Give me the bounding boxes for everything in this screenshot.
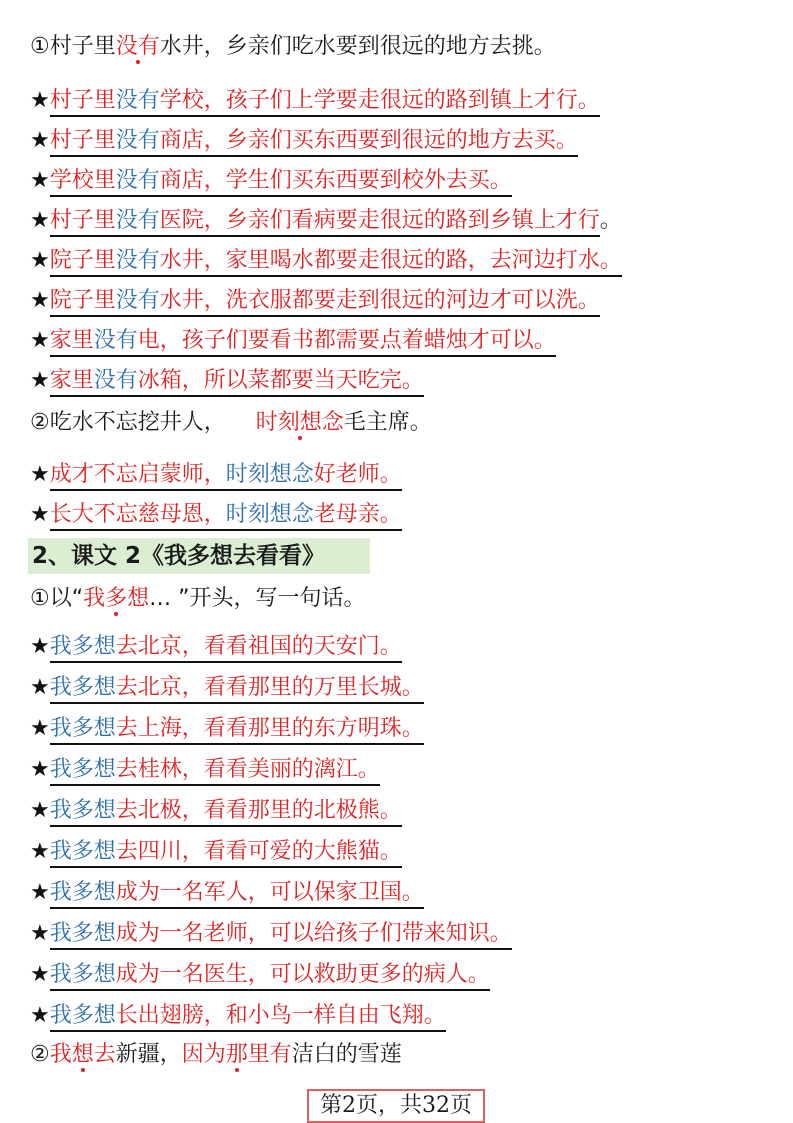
question-text: 吃水不忘挖井人， [49, 410, 226, 435]
question-prefix: ② [30, 1042, 50, 1067]
example-sentence: ★家里没有电，孩子们要看书都需要点着蜡烛才可以。 [30, 326, 556, 356]
example-sentence: ★家里没有冰箱，所以菜都要当天吃完。 [30, 366, 424, 396]
star-icon: ★ [30, 502, 50, 527]
example-sentence: ★我多想成为一名医生，可以救助更多的病人。 [30, 960, 490, 990]
question-prefix: ② [30, 410, 50, 435]
example-sentence: ★我多想去北京，看看那里的万里长城。 [30, 673, 424, 703]
question-text: 洁白的雪莲 [291, 1042, 402, 1067]
keyword: 我多想 [83, 586, 150, 611]
star-icon: ★ [30, 839, 50, 864]
example-sentence: ★长大不忘慈母恩，时刻想念老母亲。 [30, 500, 402, 530]
question-prefix: ①以“ [30, 586, 84, 611]
star-icon: ★ [30, 88, 50, 113]
page-number: 第2页，共32页 [307, 1089, 485, 1123]
keyword: 我想去 [49, 1042, 116, 1067]
section-heading: 2、课文 2《我多想去看看》 [28, 538, 370, 574]
star-icon: ★ [30, 208, 50, 233]
example-sentence: ★我多想去北京，看看祖国的天安门。 [30, 632, 402, 662]
question-text: 水井，乡亲们吃水要到很远的地方去挑。 [159, 34, 556, 59]
star-icon: ★ [30, 880, 50, 905]
question-1 [30, 32, 556, 62]
question-3 [30, 584, 366, 614]
star-icon: ★ [30, 675, 50, 700]
example-sentence: ★村子里没有医院，乡亲们看病要走很远的路到乡镇上才行。 [30, 206, 622, 236]
star-icon: ★ [30, 328, 50, 353]
star-icon: ★ [30, 248, 50, 273]
example-sentence: ★我多想成为一名老师，可以给孩子们带来知识。 [30, 919, 512, 949]
keyword: 没有 [115, 34, 160, 59]
star-icon: ★ [30, 798, 50, 823]
example-sentence: ★我多想去桂林，看看美丽的漓江。 [30, 755, 380, 785]
example-sentence: ★院子里没有水井，洗衣服都要走到很远的河边才可以洗。 [30, 286, 600, 316]
star-icon: ★ [30, 288, 50, 313]
star-icon: ★ [30, 368, 50, 393]
question-4 [30, 1040, 402, 1070]
example-sentence: ★我多想长出翅膀，和小鸟一样自由飞翔。 [30, 1001, 446, 1031]
question-text: 村子里 [49, 34, 116, 59]
star-icon: ★ [30, 921, 50, 946]
star-icon: ★ [30, 634, 50, 659]
question-2 [30, 408, 432, 438]
star-icon: ★ [30, 168, 50, 193]
star-icon: ★ [30, 1003, 50, 1028]
star-icon: ★ [30, 128, 50, 153]
keyword: 因为那里有 [181, 1042, 292, 1067]
example-sentence: ★院子里没有水井，家里喝水都要走很远的路，去河边打水。 [30, 246, 622, 276]
example-sentence: ★成才不忘启蒙师，时刻想念好老师。 [30, 460, 402, 490]
example-sentence: ★村子里没有学校，孩子们上学要走很远的路到镇上才行。 [30, 86, 600, 116]
star-icon: ★ [30, 462, 50, 487]
example-sentence: ★我多想成为一名军人，可以保家卫国。 [30, 878, 424, 908]
question-text: … ”开头，写一句话。 [149, 586, 366, 611]
star-icon: ★ [30, 757, 50, 782]
question-prefix: ① [30, 34, 50, 59]
question-text: 新疆， [115, 1042, 182, 1067]
example-sentence: ★我多想去北极，看看那里的北极熊。 [30, 796, 402, 826]
example-sentence: ★我多想去上海，看看那里的东方明珠。 [30, 714, 424, 744]
example-sentence: ★学校里没有商店，学生们买东西要到校外去买。 [30, 166, 512, 196]
star-icon: ★ [30, 962, 50, 987]
question-text: 毛主席。 [343, 410, 432, 435]
example-sentence: ★村子里没有商店，乡亲们买东西要到很远的地方去买。 [30, 126, 578, 156]
example-sentence: ★我多想去四川，看看可爱的大熊猫。 [30, 837, 402, 867]
star-icon: ★ [30, 716, 50, 741]
keyword: 时刻想念 [255, 410, 344, 435]
